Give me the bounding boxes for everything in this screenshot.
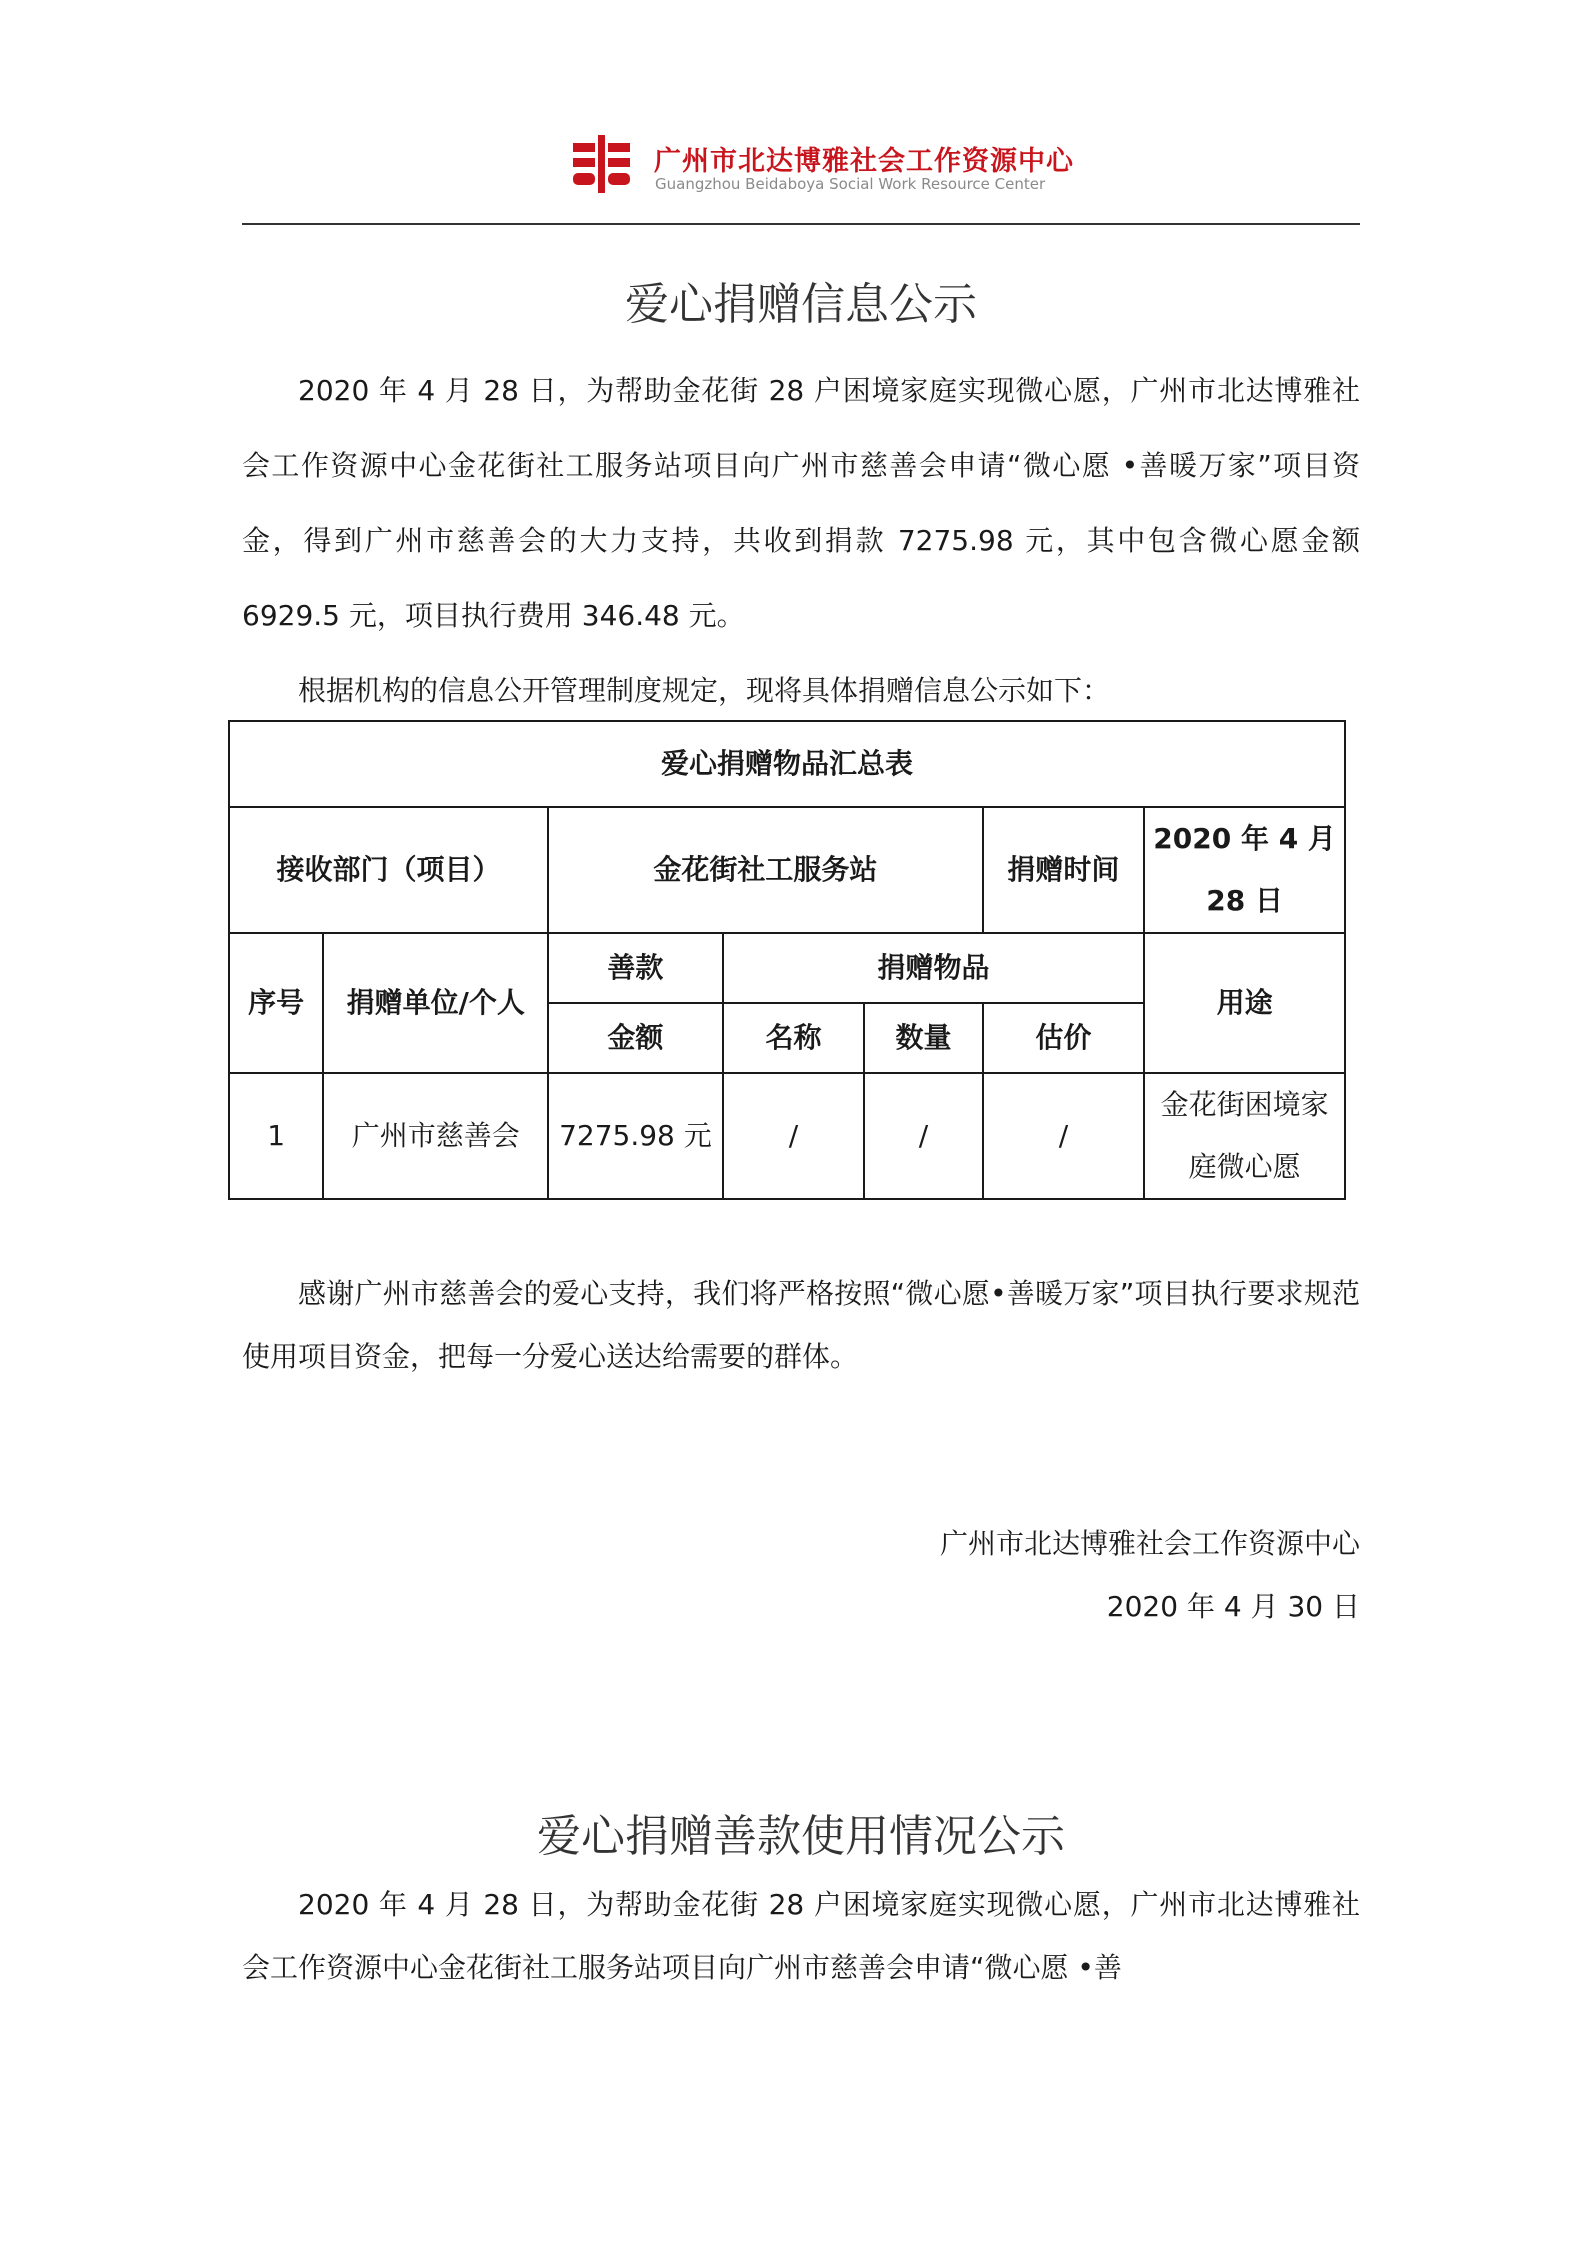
header-quantity: 数量 bbox=[864, 1003, 982, 1073]
org-logo-icon bbox=[570, 133, 632, 195]
time-label: 捐赠时间 bbox=[983, 807, 1145, 933]
section2-paragraph: 2020 年 4 月 28 日，为帮助金花街 28 户困境家庭实现微心愿，广州市北达博雅社会工作资源中心金花街社工服务站项目向广州市慈善会申请“微心愿 •善 bbox=[242, 1888, 1360, 1984]
section2-title: 爱心捐赠善款使用情况公示 bbox=[537, 1811, 1065, 1862]
header-fund-amount: 金额 bbox=[548, 1003, 723, 1073]
thanks-paragraph: 感谢广州市慈善会的爱心支持，我们将严格按照“微心愿•善暖万家”项目执行要求规范使用项目资金，把每一分爱心送达给需要的群体。 bbox=[242, 1277, 1360, 1373]
cell-quantity: / bbox=[864, 1073, 982, 1199]
section1-paragraph: 2020 年 4 月 28 日，为帮助金花街 28 户困境家庭实现微心愿，广州市北达博雅社会工作资源中心金花街社工服务站项目向广州市慈善会申请“微心愿 •善暖万家”项目资金，得到广州市慈善会的大力支持，共收到捐款 7275.98 元，其中包含微心愿金额 6929.5 元，项目执行费用 346.48 元。 bbox=[242, 374, 1360, 632]
section1-title: 爱心捐赠信息公示 bbox=[625, 279, 977, 330]
signature-date: 2020 年 4 月 30 日 bbox=[1106, 1590, 1360, 1623]
header-estimate: 估价 bbox=[983, 1003, 1145, 1073]
disclosure-intro: 根据机构的信息公开管理制度规定，现将具体捐赠信息公示如下： bbox=[298, 674, 1111, 707]
table-caption: 爱心捐赠物品汇总表 bbox=[229, 721, 1345, 807]
header-seq: 序号 bbox=[229, 933, 323, 1073]
header-fund: 善款 bbox=[548, 933, 723, 1003]
header-name: 名称 bbox=[723, 1003, 865, 1073]
cell-estimate: / bbox=[983, 1073, 1145, 1199]
time-value: 2020 年 4 月 28 日 bbox=[1144, 807, 1345, 933]
dept-label: 接收部门（项目） bbox=[229, 807, 548, 933]
cell-donor: 广州市慈善会 bbox=[323, 1073, 548, 1199]
org-name-cn: 广州市北达博雅社会工作资源中心 bbox=[654, 146, 1074, 177]
letterhead bbox=[570, 133, 1090, 203]
header-donor: 捐赠单位/个人 bbox=[323, 933, 548, 1073]
cell-name: / bbox=[723, 1073, 865, 1199]
org-name-en: Guangzhou Beidaboya Social Work Resource Center bbox=[655, 175, 1046, 193]
header-goods: 捐赠物品 bbox=[723, 933, 1144, 1003]
cell-amount: 7275.98 元 bbox=[548, 1073, 723, 1199]
header-purpose: 用途 bbox=[1144, 933, 1345, 1073]
table-row bbox=[229, 1073, 1345, 1199]
cell-seq: 1 bbox=[229, 1073, 323, 1199]
cell-purpose: 金花街困境家庭微心愿 bbox=[1144, 1073, 1345, 1199]
donation-summary-table bbox=[228, 720, 1346, 1200]
signature-org: 广州市北达博雅社会工作资源中心 bbox=[939, 1527, 1360, 1560]
dept-value: 金花街社工服务站 bbox=[548, 807, 983, 933]
header-divider bbox=[242, 223, 1360, 225]
